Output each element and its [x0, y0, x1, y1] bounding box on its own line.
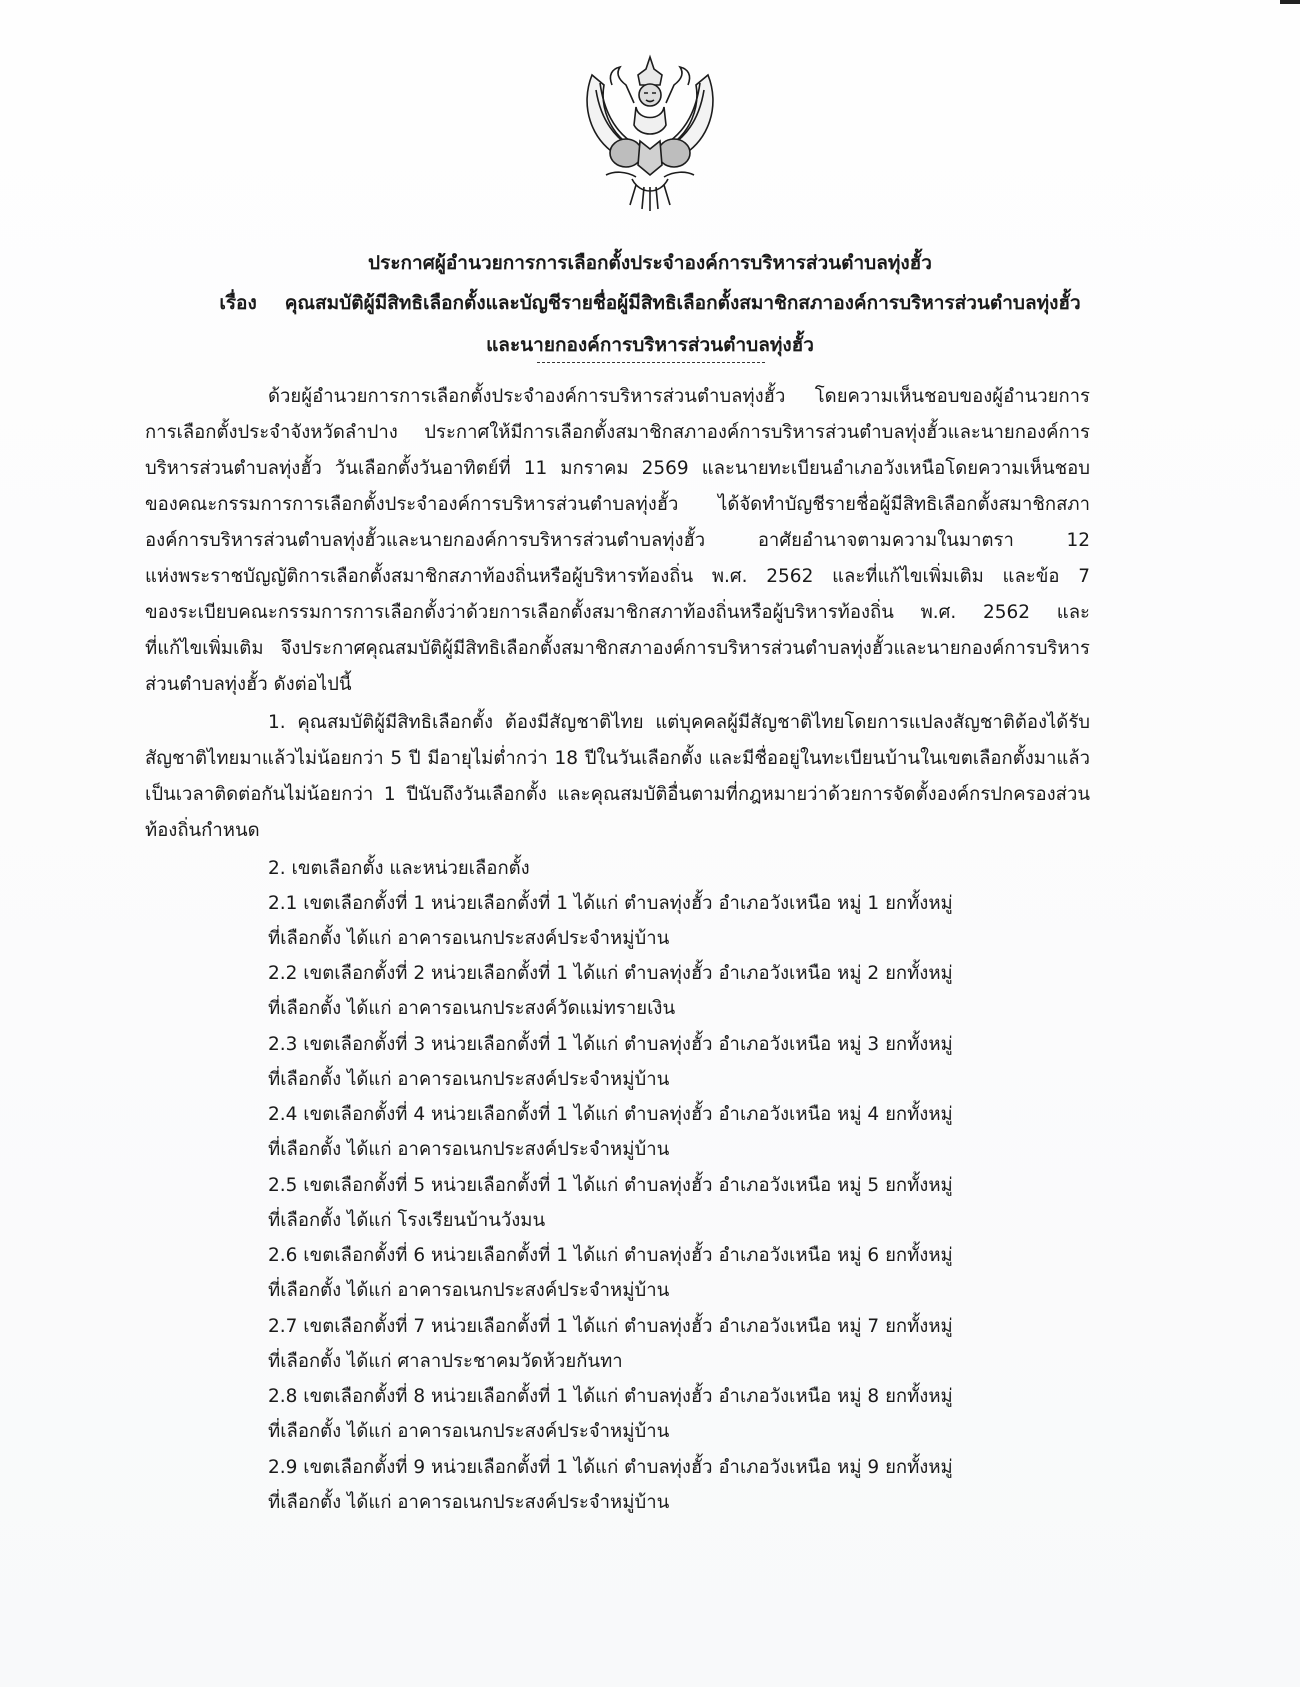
announcement-title: ประกาศผู้อำนวยการการเลือกตั้งประจำองค์การบริหารส่วนตำบลทุ่งฮั้ว [368, 252, 932, 274]
district-location: ที่เลือกตั้ง ได้แก่ โรงเรียนบ้านวังมน [268, 1210, 546, 1231]
district-line: 2.5 เขตเลือกตั้งที่ 5 หน่วยเลือกตั้งที่ 1 ได้แก่ ตำบลทุ่งฮั้ว อำเภอวังเหนือ หมู่ 5 ยกทั้งหมู่ [268, 1175, 953, 1196]
title-separator [537, 362, 765, 363]
section-1-line: สัญชาติไทยมาแล้วไม่น้อยกว่า 5 ปี มีอายุไม่ต่ำกว่า 18 ปีในวันเลือกตั้ง และมีชื่ออยู่ในทะเบียนบ้านในเขตเลือกตั้งมาแล้ว [145, 748, 1090, 769]
district-location: ที่เลือกตั้ง ได้แก่ อาคารอเนกประสงค์ประจำหมู่บ้าน [268, 1421, 670, 1442]
preamble-line: ของระเบียบคณะกรรมการการเลือกตั้งว่าด้วยการเลือกตั้งสมาชิกสภาท้องถิ่นหรือผู้บริหารท้องถิ่น พ.ศ. 2562 และ [145, 602, 1090, 623]
announcement-subject [0, 288, 1300, 318]
district-location: ที่เลือกตั้ง ได้แก่ อาคารอเนกประสงค์ประจำหมู่บ้าน [268, 928, 670, 949]
preamble-line: การเลือกตั้งประจำจังหวัดลำปาง ประกาศให้มีการเลือกตั้งสมาชิกสภาองค์การบริหารส่วนตำบลทุ่งฮั้วและนายกองค์การ [145, 422, 1090, 443]
preamble-line: ของคณะกรรมการการเลือกตั้งประจำองค์การบริหารส่วนตำบลทุ่งฮั้ว ได้จัดทำบัญชีรายชื่อผู้มีสิทธิเลือกตั้งสมาชิกสภา [145, 494, 1090, 515]
preamble-line: องค์การบริหารส่วนตำบลทุ่งฮั้วและนายกองค์การบริหารส่วนตำบลทุ่งฮั้ว อาศัยอำนาจตามความในมาตรา 12 [145, 530, 1090, 551]
section-1-line: ท้องถิ่นกำหนด [145, 820, 260, 841]
subject-label: เรื่อง [219, 292, 257, 314]
preamble-line: ส่วนตำบลทุ่งฮั้ว ดังต่อไปนี้ [145, 674, 352, 695]
district-location: ที่เลือกตั้ง ได้แก่ อาคารอเนกประสงค์ประจำหมู่บ้าน [268, 1492, 670, 1513]
subject-line-2: และนายกองค์การบริหารส่วนตำบลทุ่งฮั้ว [486, 334, 814, 356]
district-line: 2.9 เขตเลือกตั้งที่ 9 หน่วยเลือกตั้งที่ 1 ได้แก่ ตำบลทุ่งฮั้ว อำเภอวังเหนือ หมู่ 9 ยกทั้งหมู่ [268, 1457, 953, 1478]
preamble-line: แห่งพระราชบัญญัติการเลือกตั้งสมาชิกสภาท้องถิ่นหรือผู้บริหารท้องถิ่น พ.ศ. 2562 และที่แก้ไขเพิ่มเติม และข้อ 7 [145, 566, 1090, 587]
garuda-emblem-icon [570, 45, 730, 215]
subject-line-1: คุณสมบัติผู้มีสิทธิเลือกตั้งและบัญชีรายชื่อผู้มีสิทธิเลือกตั้งสมาชิกสภาองค์การบริหารส่วนตำบลทุ่งฮั้ว [284, 292, 1081, 314]
scan-corner-mark [1280, 0, 1300, 4]
preamble-line: ที่แก้ไขเพิ่มเติม จึงประกาศคุณสมบัติผู้มีสิทธิเลือกตั้งสมาชิกสภาองค์การบริหารส่วนตำบลทุ่งฮั้วและนายกองค์การบริหาร [145, 638, 1090, 659]
district-location: ที่เลือกตั้ง ได้แก่ อาคารอเนกประสงค์ประจำหมู่บ้าน [268, 1139, 670, 1160]
district-line: 2.1 เขตเลือกตั้งที่ 1 หน่วยเลือกตั้งที่ 1 ได้แก่ ตำบลทุ่งฮั้ว อำเภอวังเหนือ หมู่ 1 ยกทั้งหมู่ [268, 893, 953, 914]
district-line: 2.8 เขตเลือกตั้งที่ 8 หน่วยเลือกตั้งที่ 1 ได้แก่ ตำบลทุ่งฮั้ว อำเภอวังเหนือ หมู่ 8 ยกทั้งหมู่ [268, 1386, 953, 1407]
district-location: ที่เลือกตั้ง ได้แก่ อาคารอเนกประสงค์ประจำหมู่บ้าน [268, 1280, 670, 1301]
preamble-line: ด้วยผู้อำนวยการการเลือกตั้งประจำองค์การบริหารส่วนตำบลทุ่งฮั้ว โดยความเห็นชอบของผู้อำนวยการ [268, 386, 1090, 407]
section-1-line: 1. คุณสมบัติผู้มีสิทธิเลือกตั้ง ต้องมีสัญชาติไทย แต่บุคคลผู้มีสัญชาติไทยโดยการแปลงสัญชาติต้องได้รับ [268, 712, 1090, 733]
district-location: ที่เลือกตั้ง ได้แก่ อาคารอเนกประสงค์วัดแม่ทรายเงิน [268, 998, 676, 1019]
district-location: ที่เลือกตั้ง ได้แก่ ศาลาประชาคมวัดห้วยกันทา [268, 1351, 623, 1372]
preamble-line: บริหารส่วนตำบลทุ่งฮั้ว วันเลือกตั้งวันอาทิตย์ที่ 11 มกราคม 2569 และนายทะเบียนอำเภอวังเหนือโดยความเห็นชอบ [145, 458, 1090, 479]
district-line: 2.7 เขตเลือกตั้งที่ 7 หน่วยเลือกตั้งที่ 1 ได้แก่ ตำบลทุ่งฮั้ว อำเภอวังเหนือ หมู่ 7 ยกทั้งหมู่ [268, 1316, 953, 1337]
district-line: 2.3 เขตเลือกตั้งที่ 3 หน่วยเลือกตั้งที่ 1 ได้แก่ ตำบลทุ่งฮั้ว อำเภอวังเหนือ หมู่ 3 ยกทั้งหมู่ [268, 1034, 953, 1055]
district-line: 2.6 เขตเลือกตั้งที่ 6 หน่วยเลือกตั้งที่ 1 ได้แก่ ตำบลทุ่งฮั้ว อำเภอวังเหนือ หมู่ 6 ยกทั้งหมู่ [268, 1245, 953, 1266]
district-location: ที่เลือกตั้ง ได้แก่ อาคารอเนกประสงค์ประจำหมู่บ้าน [268, 1069, 670, 1090]
section-2-heading: 2. เขตเลือกตั้ง และหน่วยเลือกตั้ง [268, 858, 530, 879]
district-line: 2.4 เขตเลือกตั้งที่ 4 หน่วยเลือกตั้งที่ 1 ได้แก่ ตำบลทุ่งฮั้ว อำเภอวังเหนือ หมู่ 4 ยกทั้งหมู่ [268, 1104, 953, 1125]
section-1-line: เป็นเวลาติดต่อกันไม่น้อยกว่า 1 ปีนับถึงวันเลือกตั้ง และคุณสมบัติอื่นตามที่กฎหมายว่าด้วยการจัดตั้งองค์กรปกครองส่วน [145, 784, 1090, 805]
district-line: 2.2 เขตเลือกตั้งที่ 2 หน่วยเลือกตั้งที่ 1 ได้แก่ ตำบลทุ่งฮั้ว อำเภอวังเหนือ หมู่ 2 ยกทั้งหมู่ [268, 963, 953, 984]
